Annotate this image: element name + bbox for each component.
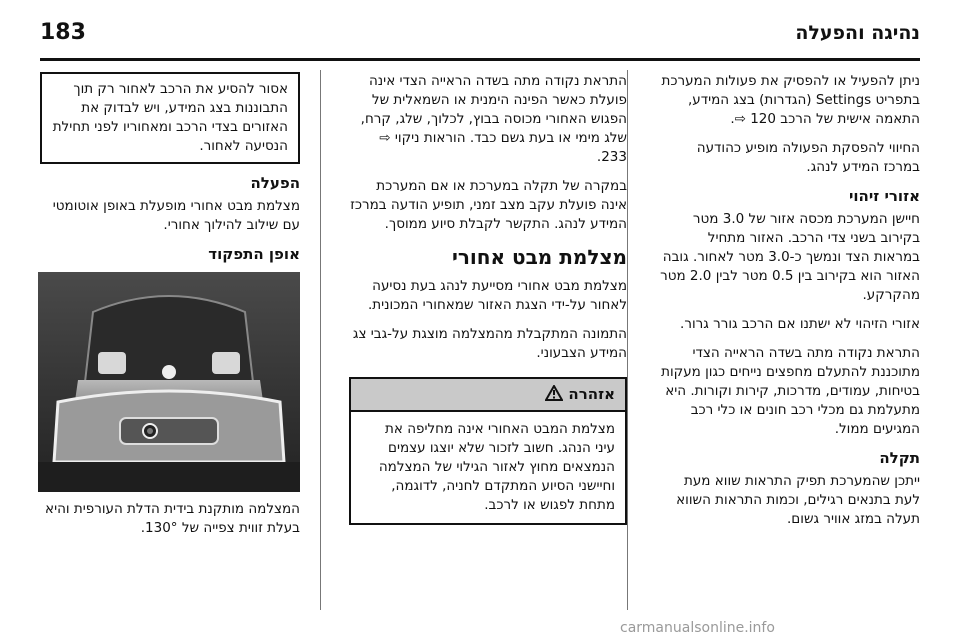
tailgate-camera-illustration [38, 272, 300, 492]
warning-triangle-icon [545, 385, 563, 401]
rear-camera-display: התמונה המתקבלת מהמצלמה מוצגת על-גבי צג המידע הצבעוני. [352, 326, 627, 361]
detection-zones-heading: אזורי זיהוי [848, 187, 920, 205]
header-rule [40, 58, 920, 61]
disable-indicator-paragraph: החיווי להפסקת הפעולה מופיע כהודעה במרכז המידע לנהג. [696, 140, 920, 175]
rear-camera-photo [38, 272, 300, 492]
column-divider-right [627, 70, 628, 610]
dirt-paragraph: התראת נקודה מתה בשדה הראייה הצדי אינה פועלת כאשר הפינה הימנית או השמאלית של הפגוש האחורי מכוסה בבוץ, לכלוך, שלג, קרח, שלג מימי או בעת גשם כבד. הוראות ניקוי ⇨ ‎233. [360, 73, 627, 165]
warning-text: מצלמת המבט האחורי אינה מחליפה את עיני הנהג. חשוב לזכור שלא יוצגו עצמים הנמצאים מחוץ לאזור הגילוי של המצלמה וחיישני הסיוע המתקדם לחניה, לדוגמה, מתחת לפגוש או לרכב. [378, 421, 615, 513]
page-number: 183 [40, 20, 86, 45]
towing-paragraph: אזורי הזיהוי לא ישתנו אם הרכב גורר גרור. [680, 316, 920, 332]
detection-zones-paragraph: חיישן המערכת מכסה אזור של 3.0 מטר בקירוב בשני צדי הרכב. האזור מתחיל במראות הצד ונמשך כ-3.0 מטר לאחור. גובה האזור הוא בקירוב בין 0.5 מטר לבין 2.0 מטר מהקרקע. [660, 211, 920, 303]
column-left [40, 72, 300, 548]
caution-box: אסור להסיע את הרכב לאחור רק תוך התבוננות בצג המידע, ויש לבדוק את האזורים בצדי הרכב ומאחוריו לפני תחילת הנסיעה לאחור. [40, 72, 300, 164]
fault-paragraph: ייתכן שהמערכת תפיק התראות שווא מעת לעת בתנאים רגילים, וכמות התראות השווא תעלה במזג אוויר גשום. [676, 473, 920, 527]
settings-paragraph: ניתן להפעיל או להפסיק את פעולות המערכת בתפריט Settings (הגדרות) בצג המידע, התאמה אישית של הרכב ‎120 ⇨. [661, 73, 920, 127]
rear-camera-heading: מצלמת מבט אחורי [451, 245, 627, 269]
page-title: נהיגה והפעלה [795, 22, 920, 44]
column-divider-left [320, 70, 321, 610]
rear-camera-intro: מצלמת מבט אחורי מסייעת לנהג בעת נסיעה לאחור על-ידי הצגת האזור שמאחורי המכונית. [367, 278, 627, 313]
warning-header [351, 379, 625, 412]
page-header [40, 22, 920, 52]
column-right [660, 72, 920, 539]
column-middle [349, 72, 627, 525]
camera-angle-caption: המצלמה מותקנת בידית הדלת העורפית והיא בעלת זווית צפייה של ‎130°. [45, 501, 300, 536]
warning-title: אזהרה [568, 385, 615, 403]
blind-spot-paragraph: התראת נקודה מתה בשדה הראייה הצדי מתוכננת להתעלם מחפצים נייחים כגון מעקות בטיחות, עמודים, מדרכות, קירות וקורות. היא מתעלמת גם מכלי רכב חונים או כלי רכב המגיעים ממול. [661, 345, 920, 437]
function-heading: אופן התפקוד [208, 245, 300, 263]
operation-heading: הפעלה [250, 174, 300, 192]
system-fault-paragraph: במקרה של תקלה במערכת או אם המערכת אינה פועלת עקב מצב זמני, תופיע הודעה במרכז המידע לנהג. התקשר לקבלת סיוע ממוסך. [350, 178, 627, 232]
watermark: carmanualsonline.info [620, 620, 775, 636]
operation-paragraph: מצלמת מבט אחורי מופעלת באופן אוטומטי עם שילוב להילוך אחורי. [52, 198, 300, 233]
fault-heading: תקלה [879, 449, 920, 467]
warning-box [349, 377, 627, 525]
